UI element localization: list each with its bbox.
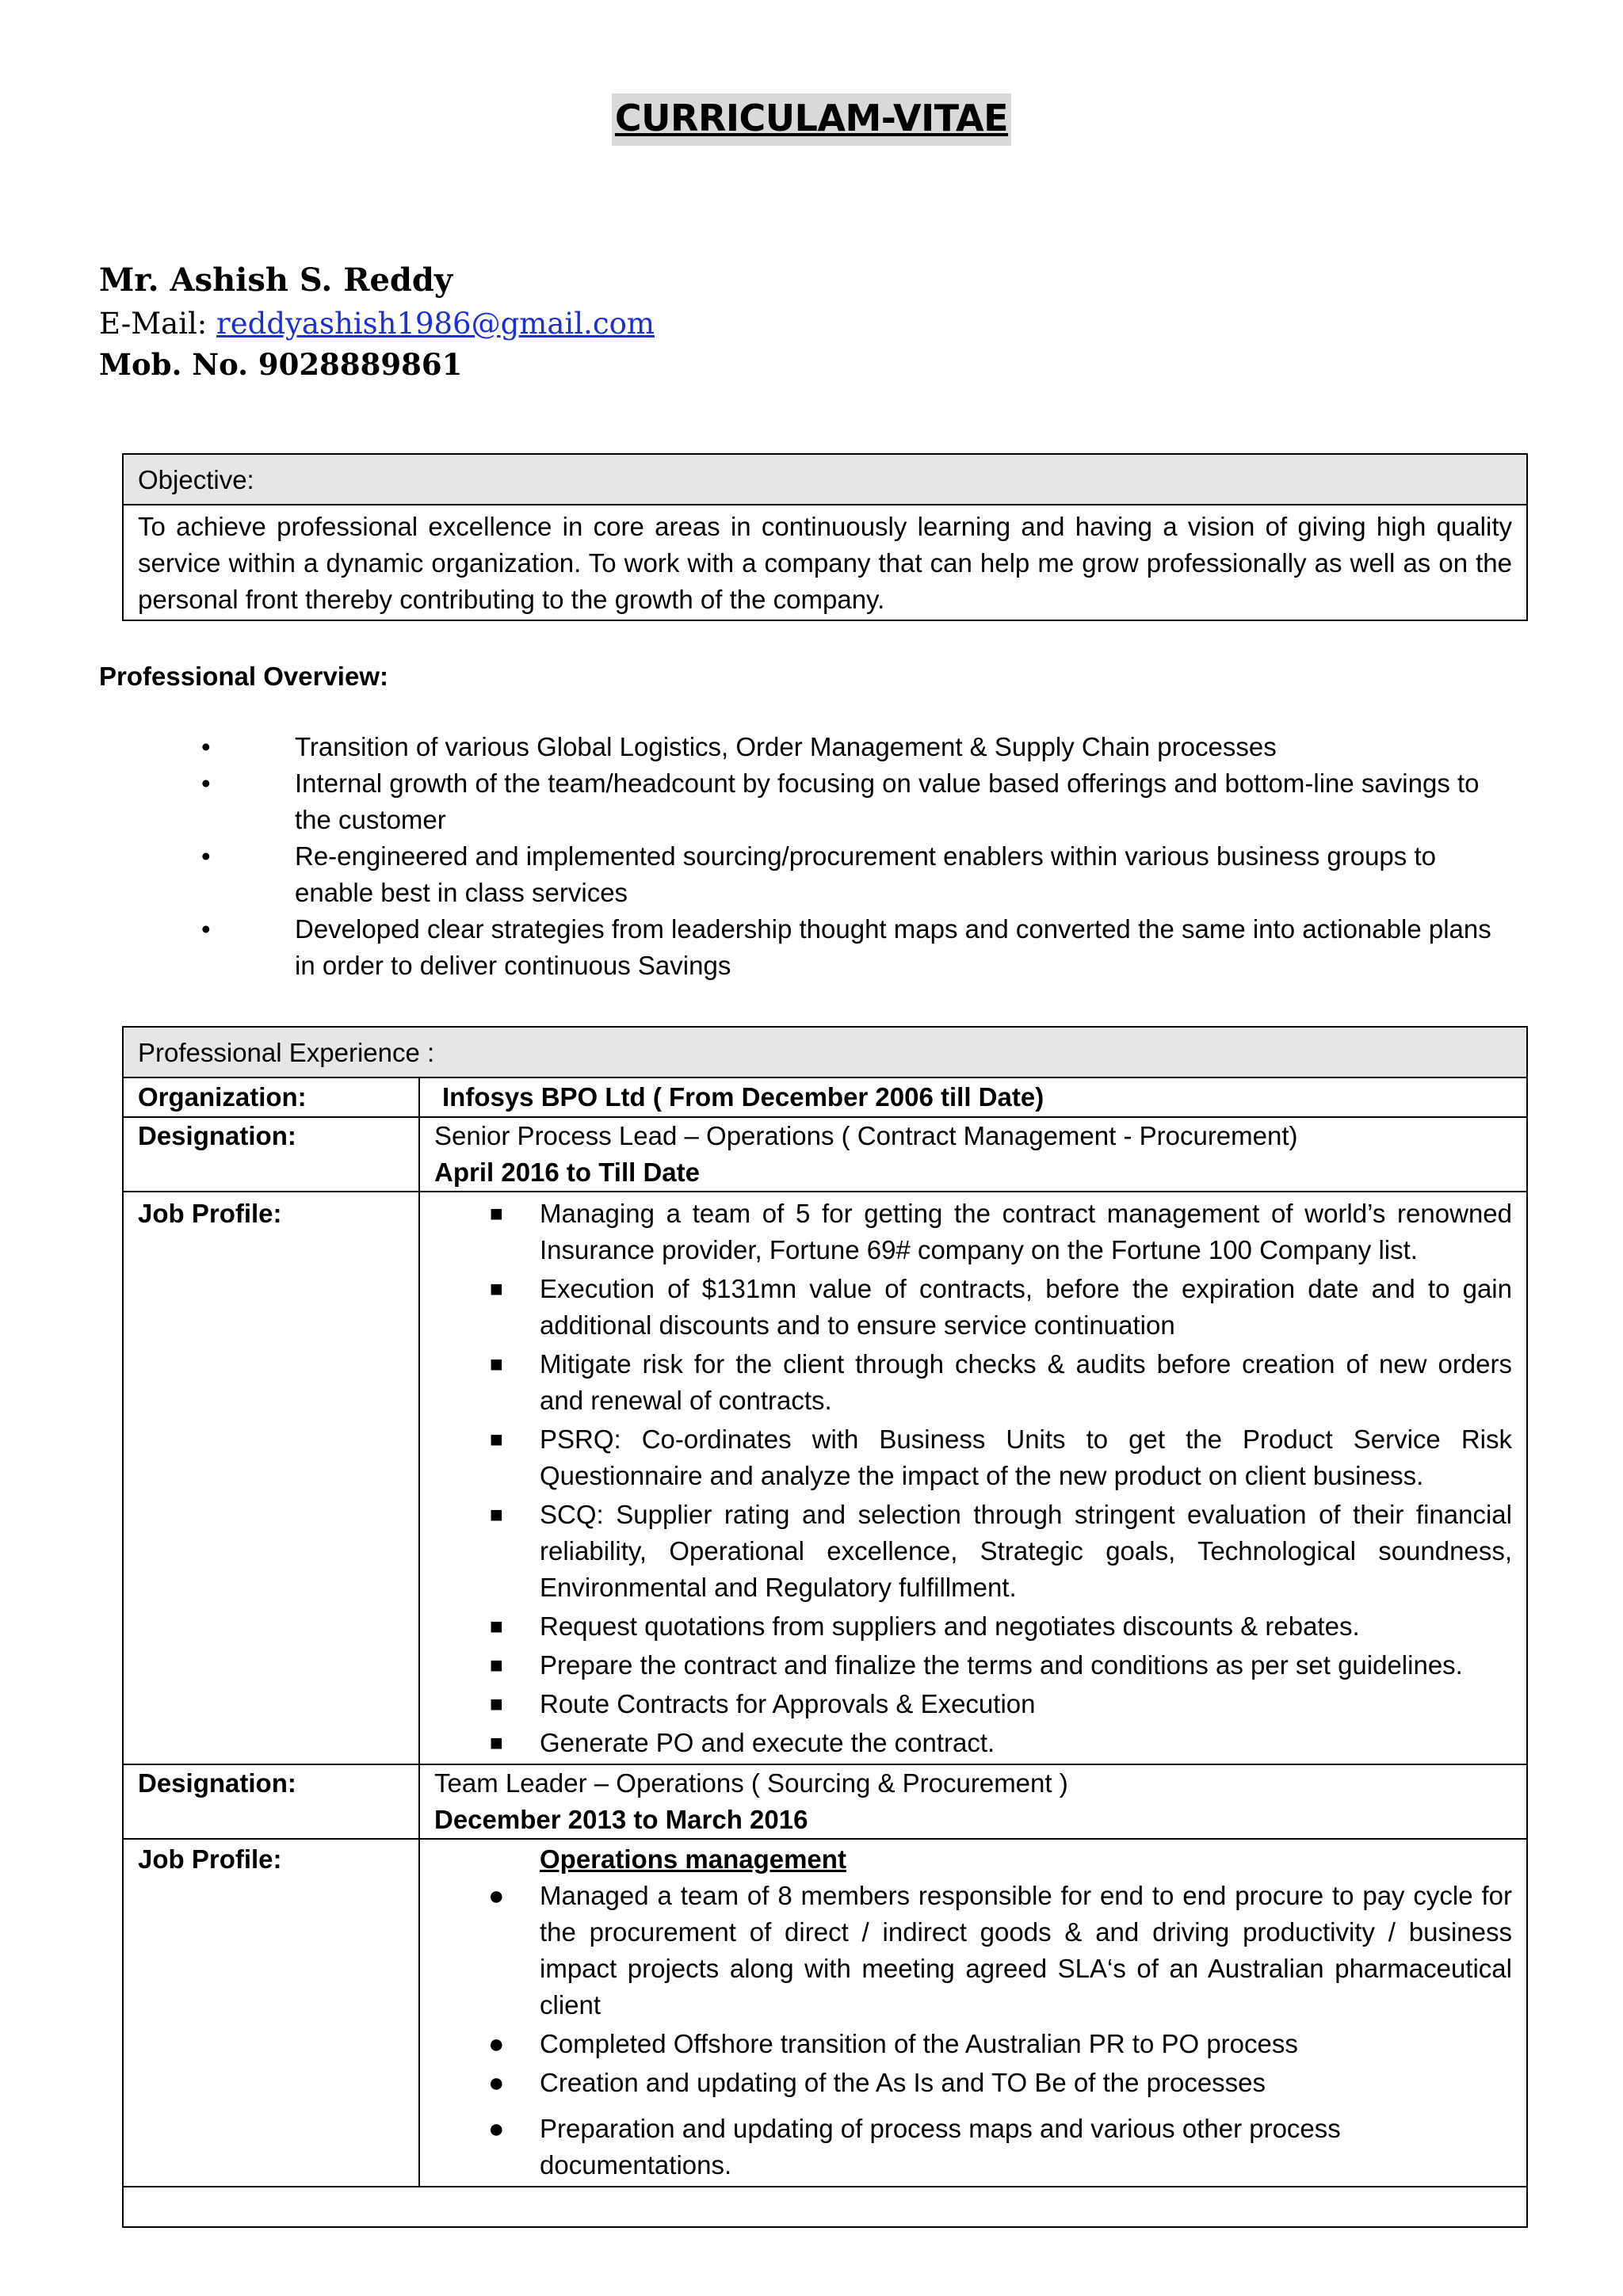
list-item: ■ Generate PO and execute the contract. [434,1725,1512,1761]
list-item: ● Creation and updating of the As Is and TO Be of the processes [434,2065,1512,2101]
square-bullet-icon: ■ [490,1730,503,1755]
list-item: • Transition of various Global Logistics, Order Management & Supply Chain processes [0,729,1515,765]
experience-box [122,1026,1528,2228]
table-row [124,1117,1526,1192]
round-bullet-icon: ● [488,2029,505,2059]
square-bullet-icon: ■ [490,1653,503,1677]
list-item: • Re-engineered and implemented sourcing/procurement enablers within various business groups to enable best in class services [0,838,1515,911]
list-item: • Internal growth of the team/headcount by focusing on value based offerings and bottom-line savings to the customer [0,765,1515,838]
list-item: ■ Execution of $131mn value of contracts, before the expiration date and to gain additional discounts and to ensure service continuation [434,1271,1512,1344]
bullet-icon: • [201,841,211,871]
round-bullet-icon: ● [488,2114,505,2144]
list-item: ■ Mitigate risk for the client through checks & audits before creation of new orders and renewal of contracts. [434,1346,1512,1419]
objective-box [122,453,1528,621]
round-bullet-icon: ● [488,2068,505,2098]
designation-cell [419,1117,1526,1192]
table-row [124,1764,1526,1839]
square-bullet-icon: ■ [490,1352,503,1376]
designation-label: Designation: [124,1764,419,1839]
designation-period: April 2016 to Till Date [434,1158,700,1187]
document-title: CURRICULAM-VITAE [612,93,1011,146]
experience-table [124,1078,1526,2187]
square-bullet-icon: ■ [490,1201,503,1226]
objective-heading: Objective: [124,455,1526,505]
designation-period: December 2013 to March 2016 [434,1805,808,1834]
job-profile-label: Job Profile: [124,1839,419,2187]
job-profile-list [434,1878,1512,2183]
email-link[interactable]: reddyashish1986@gmail.com [216,307,655,341]
list-item: ■ Managing a team of 5 for getting the contract management of world’s renowned Insurance provider, Fortune 69# company on the Fortune 100 Company list. [434,1196,1512,1268]
square-bullet-icon: ■ [490,1427,503,1451]
email-line [99,307,655,341]
designation-label: Designation: [124,1117,419,1192]
mobile-number: Mob. No. 9028889861 [99,347,463,382]
square-bullet-icon: ■ [490,1276,503,1301]
bullet-icon: • [201,732,211,761]
bullet-icon: • [201,769,211,798]
overview-heading: Professional Overview: [99,662,388,691]
square-bullet-icon: ■ [490,1691,503,1716]
list-item: ● Managed a team of 8 members responsible for end to end procure to pay cycle for the procurement of direct / indirect goods & and driving productivity / business impact projects along with meeting agreed SLA‘s of an Australian pharmaceutical client [434,1878,1512,2023]
list-item: ● Preparation and updating of process maps and various other process documentations. [434,2111,1512,2183]
candidate-name: Mr. Ashish S. Reddy [99,261,453,299]
bullet-icon: • [201,914,211,944]
organization-label: Organization: [124,1078,419,1117]
designation-value: Senior Process Lead – Operations ( Contract Management - Procurement) [434,1121,1298,1150]
list-item: • Developed clear strategies from leadership thought maps and converted the same into actionable plans in order to deliver continuous Savings [0,911,1515,984]
list-item: ■ Route Contracts for Approvals & Execution [434,1686,1512,1722]
designation-cell [419,1764,1526,1839]
table-row [124,1839,1526,2187]
objective-text: To achieve professional excellence in core areas in continuously learning and having a vision of giving high quality service within a dynamic organization. To work with a company that can help me grow professionally as well as on the personal front thereby contributing to the growth of the company. [138,512,1512,614]
square-bullet-icon: ■ [490,1614,503,1638]
job-profile-cell [419,1192,1526,1764]
operations-management-heading: Operations management [540,1844,846,1874]
table-row [124,1078,1526,1117]
table-row [124,1192,1526,1764]
list-item: ■ Prepare the contract and finalize the terms and conditions as per set guidelines. [434,1647,1512,1684]
job-profile-label: Job Profile: [124,1192,419,1764]
job-profile-list [434,1196,1512,1761]
list-item: ● Completed Offshore transition of the Australian PR to PO process [434,2026,1512,2062]
designation-value: Team Leader – Operations ( Sourcing & Procurement ) [434,1768,1068,1798]
email-label: E-Mail: [99,307,217,341]
square-bullet-icon: ■ [490,1502,503,1527]
experience-heading: Professional Experience : [124,1028,1526,1078]
list-item: ■ Request quotations from suppliers and negotiates discounts & rebates. [434,1608,1512,1645]
job-profile-cell [419,1839,1526,2187]
round-bullet-icon: ● [488,1881,505,1911]
list-item: ■ SCQ: Supplier rating and selection through stringent evaluation of their financial reliability, Operational excellence, Strategic goals, Technological soundness, Environmental and Regulatory fulfillment. [434,1497,1512,1606]
organization-value: Infosys BPO Ltd ( From December 2006 till Date) [419,1078,1526,1117]
list-item: ■ PSRQ: Co-ordinates with Business Units to get the Product Service Risk Questionnaire and analyze the impact of the new product on client business. [434,1421,1512,1494]
overview-list [0,729,1623,984]
